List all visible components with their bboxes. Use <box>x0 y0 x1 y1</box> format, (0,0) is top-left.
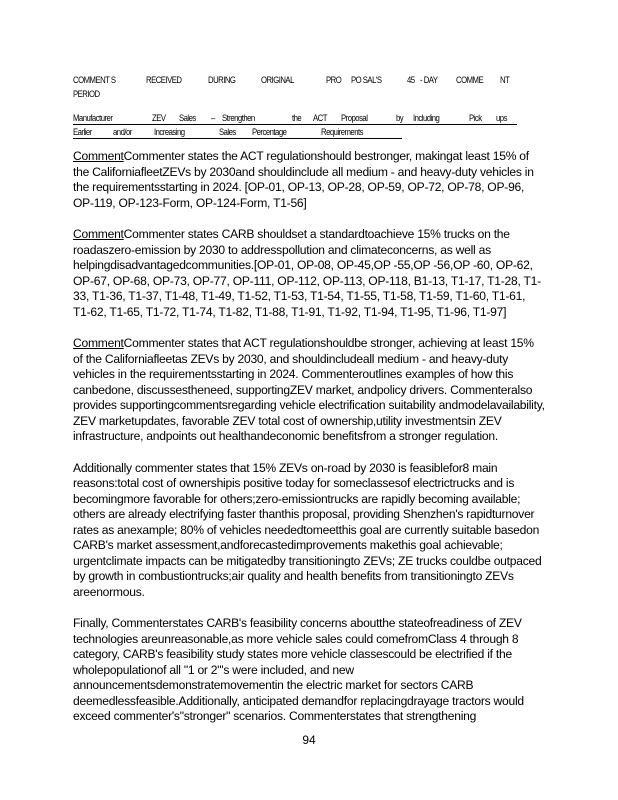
header-row2-col9: by <box>396 113 404 123</box>
comment-ref-link[interactable]: Comment <box>73 227 124 241</box>
header-row2-col3: Sales <box>179 113 196 123</box>
header-row2-col10: Including <box>413 113 440 123</box>
header-row3-col1: Earlier <box>73 127 92 137</box>
header-row3-col5: Percentage <box>252 127 287 137</box>
header-row2-col12: ups <box>496 113 507 123</box>
header-row2-col2: ZEV <box>152 113 166 123</box>
header-row1-col6: PO SAL'S <box>351 75 382 85</box>
header-row3-col3: Increasing <box>154 127 185 137</box>
comment-paragraph-1-text: Commenter states the ACT regulationshould bestronger, makingat least 15% of the CaliforniafleetZEVs by 2030and shouldinclude all medium - and heavy-duty vehicles in the requirementsstarting in 2024. [OP-01, OP-13, OP-28, OP-59, OP-72, OP-78, OP-96, OP-119, OP-123-Form, OP-124-Form, T1-56] <box>73 149 534 210</box>
header-row3-col4: Sales <box>219 127 236 137</box>
header-row1-cont: PERIOD <box>73 89 100 99</box>
comment-paragraph-1 <box>73 149 545 211</box>
header-row2-col11: Pick <box>469 113 482 123</box>
comment-paragraph-5 <box>73 616 545 725</box>
header-row3-col2: and/or <box>113 127 132 137</box>
header-row3-col6: Requirements <box>321 127 363 137</box>
header-row2-col5: Strengthen <box>222 113 255 123</box>
header-row1-col10: NT <box>500 75 510 85</box>
header-row2-col4: – <box>211 113 215 123</box>
comment-paragraph-2-text: Commenter states CARB shouldset a standardtoachieve 15% trucks on the roadaszero-emission by 2030 to addresspollution and climateconcerns, as well as helpingdisadvantagedcommunities.[OP-01, OP-08, OP-45,OP -55,OP -56,OP -60, OP-62, OP-67, OP-68, OP-73, OP-77, OP-111, OP-112, OP-113, OP-118, B1-13, T1-17, T1-28, T1-33, T1-36, T1-37, T1-48, T1-49, T1-52, T1-53, T1-54, T1-55, T1-58, T1-59, T1-60, T1-61, T1-62, T1-65, T1-72, T1-74, T1-82, T1-88, T1-91, T1-92, T1-94, T1-95, T1-96, T1-97] <box>73 227 541 319</box>
comment-paragraph-4-text: Additionally commenter states that 15% ZEVs on-road by 2030 is feasiblefor8 main reasons:total cost of ownershipis positive today for someclassesof electrictrucks and is becomingmore favorable for others;zero-emissiontrucks are rapidly becoming available; others are already electrifying faster thanthis proposal, providing Shenzhen's rapidturnover rates as anexample; 80% of vehicles neededtomeetthis goal are currently suitable basedon CARB's market assessment,andforecastedimprovements makethis goal achievable; urgentclimate impacts can be mitigatedby transitioningto ZEVs; ZE trucks couldbe outpaced by growth in combustiontrucks;air quality and health benefits from transitioningto ZEVs areenormous. <box>73 460 542 599</box>
comment-paragraph-2 <box>73 227 545 320</box>
header-row1-col1: COMMENT S <box>73 75 116 85</box>
header-row2-col6: the <box>292 113 302 123</box>
header-row1-col2: RECEIVED <box>146 75 182 85</box>
comment-paragraph-3-text: Commenter states that ACT regulationshouldbe stronger, achieving at least 15% of the Californiafleetas ZEVs by 2030, and shouldincludeall medium - and heavy-duty vehicles in the requirementsstarting in 2024. Commenteroutlines examples of how this canbedone, discussestheneed, supportingZEV market, andpolicy drivers. Commenteralso provides supportingcommentsregarding vehicle electrification suitability andmodelavailability, ZEV marketupdates, favorable ZEV total cost of ownership,utility investmentsin ZEV infrastructure, andpoints out healthandeconomic benefitsfrom a stronger regulation. <box>73 336 545 443</box>
comment-ref-link[interactable]: Comment <box>73 149 124 163</box>
comment-paragraph-3 <box>73 336 545 445</box>
comment-body <box>73 149 545 741</box>
header-row2-col8: Proposal <box>341 113 368 123</box>
header-row1-col3: DURING <box>208 75 236 85</box>
header-row1-col5: PRO <box>326 75 342 85</box>
header-row2-col7: ACT <box>313 113 327 123</box>
comment-ref-link[interactable]: Comment <box>73 336 124 350</box>
header-row1-col7: 45 <box>407 75 415 85</box>
header-row1-col8: - DAY <box>420 75 438 85</box>
header-row3-underline <box>73 138 402 139</box>
comment-paragraph-4 <box>73 461 545 601</box>
header-row2-underline <box>73 124 517 125</box>
page-number: 94 <box>302 733 316 747</box>
header-row1-col4: ORIGINAL <box>261 75 294 85</box>
header-row2-col1: Manufacturer <box>73 113 113 123</box>
header-row1-col9: COMME <box>456 75 484 85</box>
comment-paragraph-5-text: Finally, Commenterstates CARB's feasibility concerns aboutthe stateofreadiness of ZEV technologies areunreasonable,as more vehicle sales could comefromClass 4 through 8 category, CARB's feasibility study states more vehicle classescould be electrified if the wholepopulationof all "1 or 2"'s were included, and new announcementsdemonstratemovementin the electric market for sectors CARB deemedlessfeasible.Additionally, anticipated demandfor replacingdrayage tractors would exceed commenter's"stronger" scenarios. Commenterstates that strengthening <box>73 616 524 723</box>
